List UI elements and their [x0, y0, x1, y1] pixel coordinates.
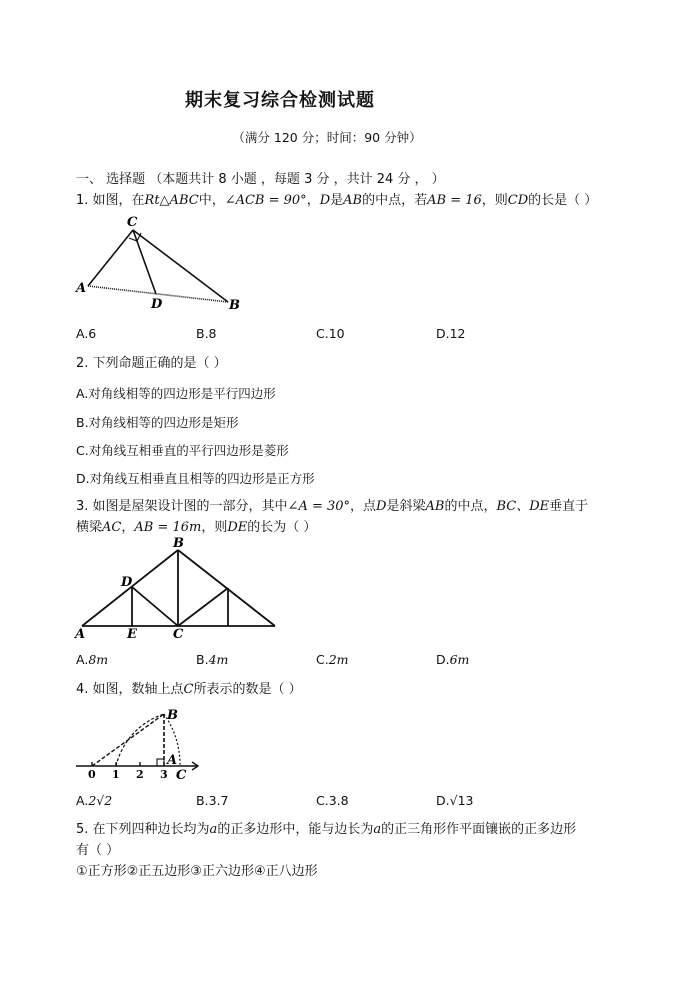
q1-option-a[interactable]: A.6 [76, 326, 97, 341]
q4-option-c[interactable]: C.3.8 [316, 793, 349, 808]
exam-info: （满分 120 分；时间：90 分钟） [232, 130, 422, 145]
label-b: B [173, 536, 184, 551]
q4-option-b[interactable]: B.3.7 [196, 793, 229, 808]
q2-option-c[interactable]: C.对角线互相垂直的平行四边形是菱形 [76, 443, 289, 458]
tick-label-1: 1 [112, 768, 120, 781]
question-5-stem-line1: 5. 在下列四种边长均为a的正多边形中，能与边长为a的正三角形作平面镶嵌的正多边形 [76, 822, 577, 837]
q1-option-c[interactable]: C.10 [316, 326, 345, 341]
section-heading: 一、 选择题 （本题共计 8 小题 ，每题 3 分 ，共计 24 分 ， ） [76, 172, 445, 187]
q1-option-b[interactable]: B.8 [196, 326, 217, 341]
question-1-figure [70, 210, 250, 315]
label-a: A [167, 753, 178, 768]
question-3-stem-line2: 横梁AC，AB = 16m，则DE的长为（ ） [76, 520, 317, 535]
label-d: D [121, 575, 133, 590]
label-e: E [127, 627, 137, 642]
label-c: C [127, 215, 138, 230]
question-4-number-line-figure [70, 700, 210, 785]
q2-option-b[interactable]: B.对角线相等的四边形是矩形 [76, 415, 239, 430]
q3-option-b[interactable]: B.4m [196, 652, 229, 667]
label-a: A [76, 281, 87, 296]
label-c: C [173, 627, 184, 642]
question-5-choices: ①正方形②正五边形③正六边形④正八边形 [76, 864, 318, 879]
q4-option-a[interactable]: A.2√2 [76, 793, 113, 808]
q3-option-d[interactable]: D.6m [436, 652, 470, 667]
label-c: C [176, 768, 187, 783]
q1-option-d[interactable]: D.12 [436, 326, 466, 341]
label-d: D [151, 297, 163, 312]
tick-label-3: 3 [160, 768, 168, 781]
question-4-stem: 4. 如图，数轴上点C所表示的数是（ ） [76, 682, 302, 697]
q4-option-d[interactable]: D.√13 [436, 793, 474, 808]
page-title: 期末复习综合检测试题 [185, 90, 375, 111]
label-a: A [75, 627, 86, 642]
label-b: B [167, 708, 178, 723]
q3-option-a[interactable]: A.8m [76, 652, 109, 667]
q2-option-a[interactable]: A.对角线相等的四边形是平行四边形 [76, 386, 276, 401]
question-3-stem-line1: 3. 如图是屋架设计图的一部分，其中∠A = 30°，点D是斜梁AB的中点，BC、DE垂直于 [76, 499, 589, 514]
tick-label-2: 2 [136, 768, 144, 781]
question-3-roof-truss-figure [70, 536, 290, 646]
question-5-stem-line2: 有（ ） [76, 843, 120, 858]
question-2-stem: 2. 下列命题正确的是（ ） [76, 356, 227, 371]
question-1-stem: 1. 如图，在Rt△ABC中，∠ACB = 90°，D是AB的中点，若AB = 16，则CD的长是（ ） [76, 193, 598, 208]
tick-label-0: 0 [88, 768, 96, 781]
q3-option-c[interactable]: C.2m [316, 652, 349, 667]
q2-option-d[interactable]: D.对角线互相垂直且相等的四边形是正方形 [76, 471, 315, 486]
label-b: B [229, 298, 240, 313]
